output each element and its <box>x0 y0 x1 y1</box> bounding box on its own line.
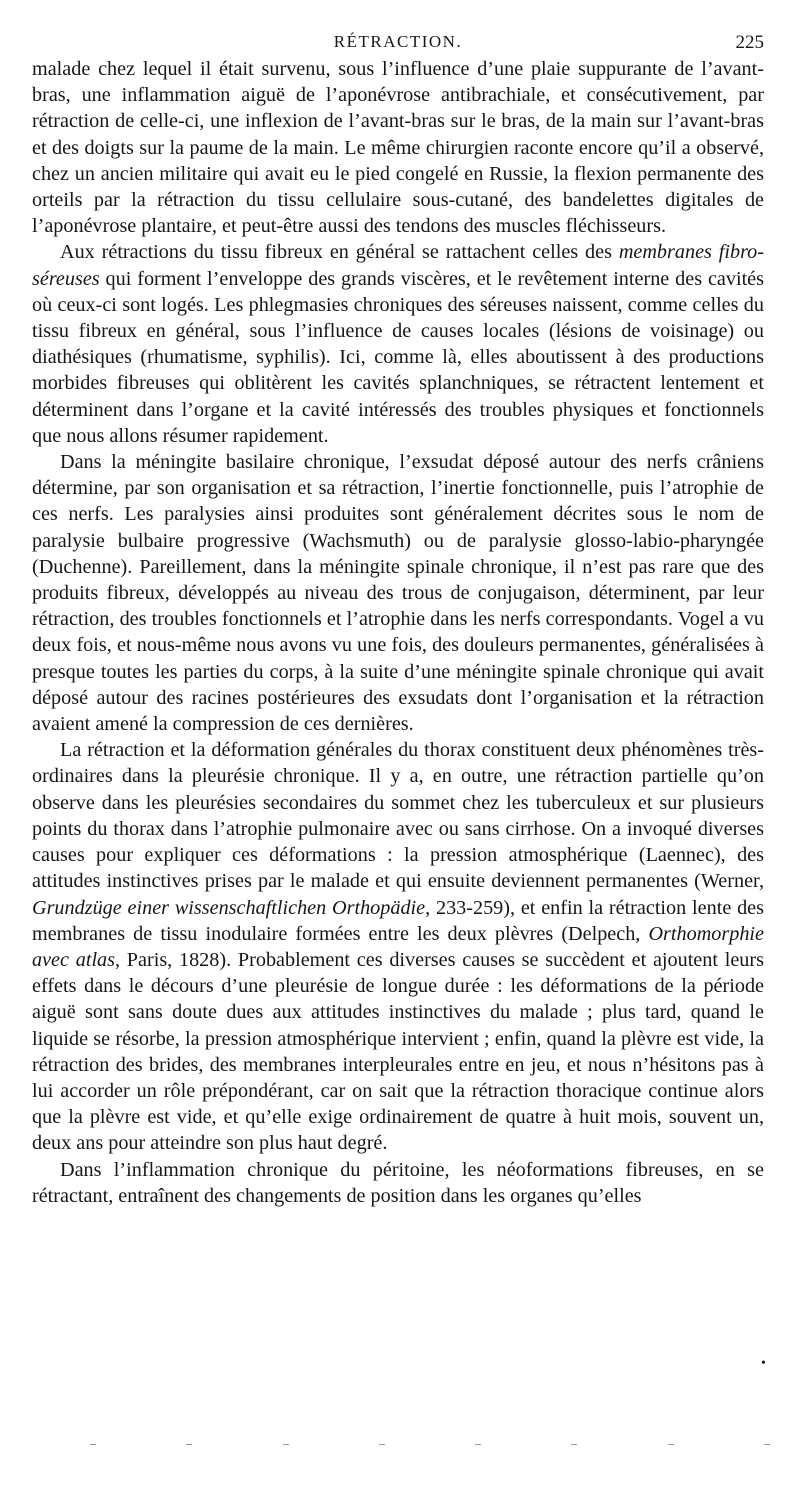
dash <box>283 1444 289 1445</box>
page-number: 225 <box>735 32 764 53</box>
paragraph-5 <box>32 1157 764 1209</box>
dash <box>475 1444 481 1445</box>
dash <box>186 1444 192 1445</box>
text-segment: Dans la méningite basilaire chronique, l’exsudat déposé autour des nerfs crâniens détermine, par son organisation et sa rétraction, l’inertie fonctionnelle, puis l’atrophie de ces nerfs. Les paralysies ainsi produites sont généralement décrites sous le nom de paralysie bulbaire progressive (Wachsmuth) ou de paralysie glosso-labio-pharyngée (Duchenne). Pareillement, dans la méningite spinale chronique, il n’est pas rare que des produits fibreux, développés au niveau des trous de conjugaison, déterminent, par leur rétraction, des troubles fonctionnels et l’atrophie dans les nerfs correspondants. Vogel a vu deux fois, et nous-même nous avons vu une fois, des douleurs permanentes, généralisées à presque toutes les parties du corps, à la suite d’une méningite spinale chronique qui avait déposé autour des racines postérieures des exsudats dont l’organisation et la rétraction avaient amené la compression de ces dernières. <box>32 451 764 736</box>
text-segment: malade chez lequel il était survenu, sous l’influence d’une plaie suppurante de l’avant-bras, une inflammation aiguë de l’aponévrose antibrachiale, et consécutivement, par rétraction de celle-ci, une inflexion de l’avant-bras sur le bras, de la main sur l’avant-bras et des doigts sur la paume de la main. Le même chirurgien raconte encore qu’il a observé, chez un ancien militaire qui avait eu le pied congelé en Russie, la flexion permanente des orteils par la rétraction du tissu cellulaire sous-cutané, des bandelettes digitales de l’aponévrose plantaire, et peut-être aussi des tendons des muscles fléchisseurs. <box>32 58 764 238</box>
paragraph-4 <box>32 737 764 1156</box>
text-segment: , Paris, 1828). Probablement ces diverses causes se succèdent et ajoutent leurs effets dans le décours d’une pleurésie de longue durée : les déformations de la période aiguë sont sans doute dues aux attitudes instinctives du malade ; plus tard, quand le liquide se résorbe, la pression atmosphérique intervient ; enfin, quand la plèvre est vide, la rétraction des brides, des membranes interpleurales entre en jeu, et nous n’hésitons pas à lui accorder un rôle prépondérant, car on sait que la rétraction thoracique continue alors que la plèvre est vide, et qu’elle exige ordinairement de quatre à huit mois, souvent un, deux ans pour atteindre son plus haut degré. <box>32 948 764 1155</box>
paragraph-3 <box>32 449 764 737</box>
book-page <box>32 26 764 1209</box>
text-segment: qui forment l’enveloppe des grands viscères, et le revêtement interne des cavités où ceux-ci sont logés. Les phlegmasies chroniques des séreuses naissent, comme celles du tissu fibreux en général, sous l’influence de causes locales (lésions de voisinage) ou diathésiques (rhumatisme, syphilis). Ici, comme là, elles aboutissent à des productions morbides fibreuses qui oblitèrent les cavités splanchniques, se rétractent lentement et déterminent dans l’organe et la cavité intéressés des troubles physiques et fonctionnels que nous allons résumer rapidement. <box>32 267 764 447</box>
body-text <box>32 56 764 1209</box>
footer-rule <box>90 1444 770 1448</box>
paragraph-1 <box>32 56 764 239</box>
running-title: RÉTRACTION. <box>333 32 463 51</box>
dash <box>571 1444 577 1445</box>
italic-citation: Grundzüge einer wissenschaftlichen Orthopädie <box>32 896 426 919</box>
paragraph-2 <box>32 239 764 449</box>
text-segment: Dans l’inflammation chronique du péritoine, les néoformations fibreuses, en se rétractant, entraînent des changements de position dans les organes qu’elles <box>32 1158 764 1207</box>
text-segment: Aux rétractions du tissu fibreux en général se rattachent celles des <box>60 241 619 264</box>
dash <box>764 1444 770 1445</box>
dash <box>90 1444 96 1445</box>
print-speck: • <box>761 1356 766 1371</box>
italic-citation: Orthomorphie avec atlas <box>32 922 764 971</box>
text-segment: La rétraction et la déformation générales du thorax constituent deux phénomènes très-ordinaires dans la pleurésie chronique. Il y a, en outre, une rétraction partielle qu’on observe dans les pleurésies secondaires du sommet chez les tuberculeux et sur plusieurs points du thorax dans l’atrophie pulmonaire avec ou sans cirrhose. On a invoqué diverses causes pour expliquer ces déformations : la pression atmosphérique (Laennec), des attitudes instinctives prises par le malade et qui ensuite deviennent permanentes (Werner, <box>32 739 764 893</box>
running-head <box>32 26 764 56</box>
text-segment: , 233-259), et enfin la rétraction lente des membranes de tissu inodulaire formées entre les deux plèvres (Delpech, <box>32 896 764 945</box>
italic-term: membranes fibro-séreuses <box>32 241 764 290</box>
dash <box>668 1444 674 1445</box>
dash <box>379 1444 385 1445</box>
